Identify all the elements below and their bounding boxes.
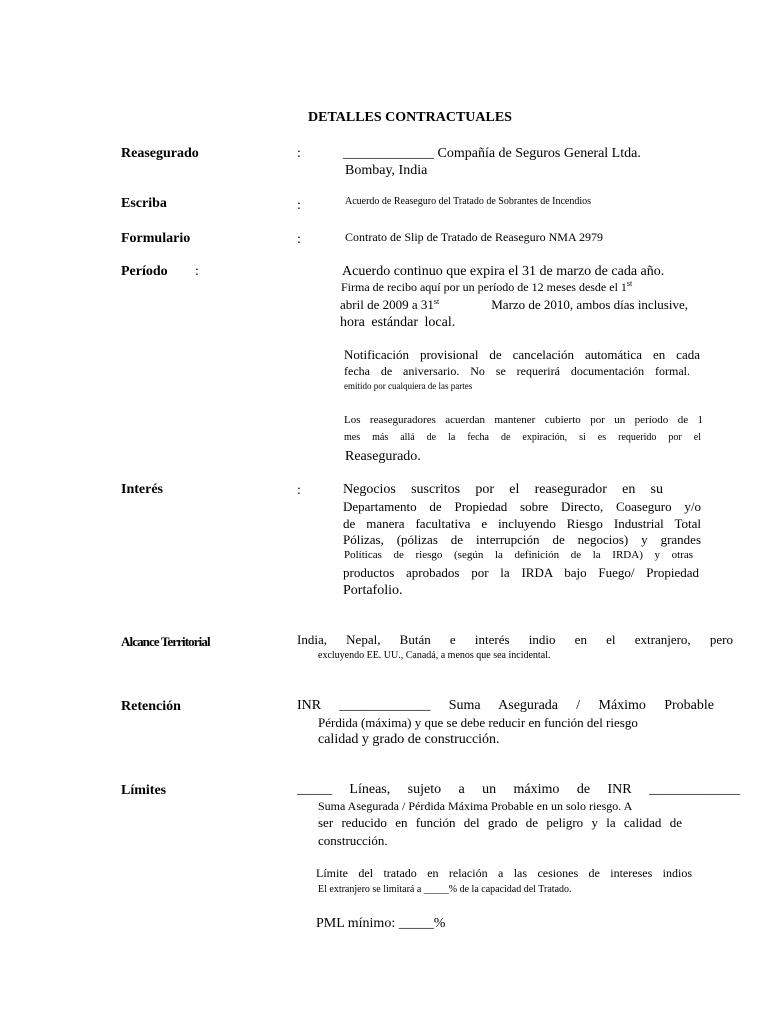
interes-line: Negocios suscritos por el reasegurador en su bbox=[343, 482, 663, 497]
periodo-cover-line1: Los reaseguradores acuerdan mantener cubierto por un período de 1 bbox=[344, 414, 703, 426]
periodo-notice-line3: emitido por cualquiera de las partes bbox=[344, 381, 473, 391]
periodo-label: Período bbox=[121, 264, 168, 279]
periodo-cover-line3: Reasegurado. bbox=[345, 449, 421, 464]
escriba-label: Escriba bbox=[121, 196, 167, 211]
formulario-value: Contrato de Slip de Tratado de Reaseguro NMA 2979 bbox=[345, 230, 603, 244]
periodo-line1: Acuerdo continuo que expira el 31 de marzo de cada año. bbox=[342, 264, 665, 279]
interes-line: Políticas de riesgo (según la definición de la IRDA) y otras bbox=[344, 549, 693, 561]
periodo-line3-text: abril de 2009 a 31 bbox=[340, 297, 434, 312]
retencion-line2: Pérdida (máxima) y que se debe reducir en función del riesgo bbox=[318, 715, 638, 730]
limites-line1: _____ Líneas, sujeto a un máximo de INR _____________ bbox=[297, 782, 740, 797]
limites-indio-line1: Límite del tratado en relación a las cesiones de intereses indios bbox=[316, 866, 692, 880]
interes-line: productos aprobados por la IRDA bajo Fuego/ Propiedad bbox=[343, 565, 699, 580]
periodo-line4: hora estándar local. bbox=[340, 315, 456, 330]
limites-label: Límites bbox=[121, 783, 167, 798]
reasegurado-label: Reasegurado bbox=[121, 146, 199, 161]
formulario-colon: : bbox=[297, 232, 301, 247]
reasegurado-value-line2: Bombay, India bbox=[345, 163, 428, 178]
formulario-label: Formulario bbox=[121, 231, 191, 246]
periodo-line3-rest: Marzo de 2010, ambos días inclusive, bbox=[491, 297, 688, 312]
periodo-line3 bbox=[340, 297, 688, 313]
interes-line: Departamento de Propiedad sobre Directo, Coaseguro y/o bbox=[343, 499, 701, 514]
limites-pml: PML mínimo: _____% bbox=[316, 916, 446, 931]
interes-colon: : bbox=[297, 483, 301, 498]
periodo-cover-line2: mes más allá de la fecha de expiración, si es requerido por el bbox=[344, 432, 701, 443]
alcance-label: Alcance Territorial bbox=[121, 634, 210, 649]
periodo-line2-sup: st bbox=[626, 279, 633, 288]
document-title: DETALLES CONTRACTUALES bbox=[308, 110, 512, 125]
interes-label: Interés bbox=[121, 482, 163, 497]
escriba-value: Acuerdo de Reaseguro del Tratado de Sobrantes de Incendios bbox=[345, 196, 592, 207]
periodo-line3-date bbox=[340, 297, 439, 313]
limites-line4: construcción. bbox=[318, 833, 388, 848]
limites-line3: ser reducido en función del grado de peligro y la calidad de bbox=[318, 815, 682, 830]
periodo-notice-line2: fecha de aniversario. No se requerirá documentación formal. bbox=[344, 364, 690, 378]
reasegurado-colon: : bbox=[297, 146, 301, 161]
periodo-line2-text: Firma de recibo aquí por un período de 12 meses desde el 1 bbox=[341, 280, 627, 294]
retencion-line1: INR _____________ Suma Asegurada / Máximo Probable bbox=[297, 698, 714, 713]
limites-line2: Suma Asegurada / Pérdida Máxima Probable en un solo riesgo. A bbox=[318, 799, 633, 813]
interes-line: Portafolio. bbox=[343, 583, 403, 598]
interes-line: de manera facultativa e incluyendo Riesgo Industrial Total bbox=[343, 516, 701, 531]
periodo-colon: : bbox=[195, 264, 199, 279]
limites-indio-line2: El extranjero se limitará a _____% de la capacidad del Tratado. bbox=[318, 884, 572, 895]
periodo-line2 bbox=[341, 280, 632, 295]
escriba-colon: : bbox=[297, 198, 301, 213]
alcance-line2: excluyendo EE. UU., Canadá, a menos que sea incidental. bbox=[318, 650, 551, 661]
reasegurado-value-line1: _____________ Compañía de Seguros General Ltda. bbox=[343, 146, 641, 161]
interes-line: Pólizas, (pólizas de interrupción de negocios) y grandes bbox=[343, 532, 701, 547]
retencion-line3: calidad y grado de construcción. bbox=[318, 732, 500, 747]
alcance-line1: India, Nepal, Bután e interés indio en el extranjero, pero bbox=[297, 632, 733, 647]
retencion-label: Retención bbox=[121, 699, 181, 714]
periodo-notice-line1: Notificación provisional de cancelación automática en cada bbox=[344, 347, 700, 362]
periodo-line3-sup: st bbox=[433, 297, 440, 306]
